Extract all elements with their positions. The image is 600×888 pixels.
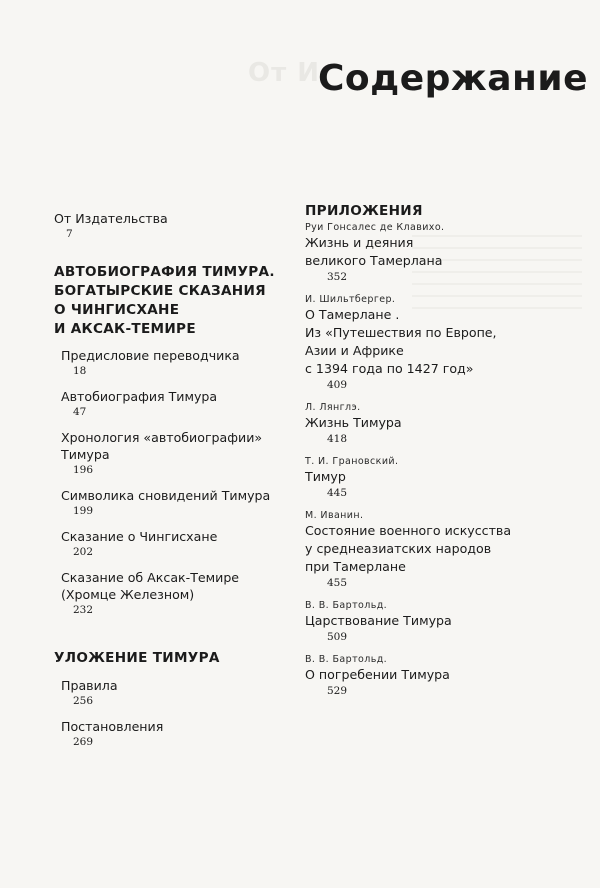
heading-line: О ЧИНГИСХАНЕ <box>54 302 180 318</box>
entry-page: 202 <box>73 546 94 558</box>
entry-title: великого Тамерлана <box>305 253 443 268</box>
entry-title: Символика сновидений Тимура <box>61 488 271 503</box>
entry-title: при Тамерлане <box>305 559 406 574</box>
entry-author: В. В. Бартольд. <box>305 654 388 665</box>
toc-entry[interactable] <box>305 599 565 644</box>
entry-page: 418 <box>327 433 348 445</box>
entry-page: 7 <box>66 228 73 240</box>
entry-title: Постановления <box>61 719 164 734</box>
entry-title: Азии и Африке <box>305 343 404 358</box>
entry-page: 196 <box>73 464 94 476</box>
entry-title: Из «Путешествия по Европе, <box>305 325 497 340</box>
entry-title: Сказание об Аксак-Темире <box>61 570 240 585</box>
entry-title: Автобиография Тимура <box>61 389 218 404</box>
toc-entry[interactable] <box>61 569 304 617</box>
entry-page: 509 <box>327 631 348 643</box>
entry-author: Руи Гонсалес де Клавихо. <box>305 222 445 233</box>
toc-entry[interactable] <box>305 509 565 590</box>
entry-title: у среднеазиатских народов <box>305 541 492 556</box>
entry-page: 455 <box>327 577 348 589</box>
entry-author: Л. Лянглэ. <box>305 402 361 413</box>
toc-entry[interactable] <box>305 455 565 500</box>
entry-page: 47 <box>73 406 87 418</box>
entry-title: с 1394 года по 1427 год» <box>305 361 474 376</box>
entry-author: И. Шильтбергер. <box>305 294 396 305</box>
entry-page: 269 <box>73 736 94 748</box>
toc-entry[interactable] <box>305 293 565 392</box>
toc-entry[interactable] <box>305 221 565 284</box>
toc-right-column <box>305 202 565 707</box>
entry-title: (Хромце Железном) <box>61 587 195 602</box>
bleed-through-heading: От И <box>248 58 320 88</box>
toc-entry[interactable] <box>305 401 565 446</box>
toc-entry[interactable] <box>61 677 304 708</box>
toc-entry[interactable] <box>61 528 304 559</box>
entry-title: От Издательства <box>54 211 168 226</box>
toc-entry[interactable] <box>61 347 304 378</box>
entry-page: 409 <box>327 379 348 391</box>
entry-title: О погребении Тимура <box>305 667 450 682</box>
entry-author: Т. И. Грановский. <box>305 456 399 467</box>
toc-entry-publisher[interactable] <box>54 210 304 241</box>
entry-page: 529 <box>327 685 348 697</box>
entry-title: О Тамерлане . <box>305 307 400 322</box>
toc-entry[interactable] <box>61 388 304 419</box>
entry-page: 232 <box>73 604 94 616</box>
toc-entry[interactable] <box>61 487 304 518</box>
section-heading-autobiography <box>54 263 304 339</box>
entry-title: Царствование Тимура <box>305 613 452 628</box>
toc-left-column <box>54 210 304 759</box>
heading-line: БОГАТЫРСКИЕ СКАЗАНИЯ <box>54 283 266 299</box>
entry-author: В. В. Бартольд. <box>305 600 388 611</box>
entry-title: Сказание о Чингисхане <box>61 529 218 544</box>
heading-line: И АКСАК-ТЕМИРЕ <box>54 321 196 337</box>
entry-page: 445 <box>327 487 348 499</box>
entry-page: 199 <box>73 505 94 517</box>
entry-page: 256 <box>73 695 94 707</box>
entry-author: М. Иванин. <box>305 510 364 521</box>
section-heading-appendices: ПРИЛОЖЕНИЯ <box>305 203 423 219</box>
entry-page: 352 <box>327 271 348 283</box>
entry-title: Жизнь и деяния <box>305 235 414 250</box>
entry-title: Правила <box>61 678 118 693</box>
toc-entry[interactable] <box>61 429 304 477</box>
entry-title: Тимур <box>305 469 346 484</box>
entry-title: Состояние военного искусства <box>305 523 512 538</box>
entry-page: 18 <box>73 365 87 377</box>
toc-entry[interactable] <box>305 653 565 698</box>
entry-title: Хронология «автобиографии» Тимура <box>61 430 263 462</box>
toc-entry[interactable] <box>61 718 304 749</box>
entry-title: Предисловие переводчика <box>61 348 240 363</box>
heading-line: АВТОБИОГРАФИЯ ТИМУРА. <box>54 264 275 280</box>
section-heading-code: УЛОЖЕНИЕ ТИМУРА <box>54 650 220 666</box>
page-title: Содержание <box>318 58 589 99</box>
entry-title: Жизнь Тимура <box>305 415 402 430</box>
